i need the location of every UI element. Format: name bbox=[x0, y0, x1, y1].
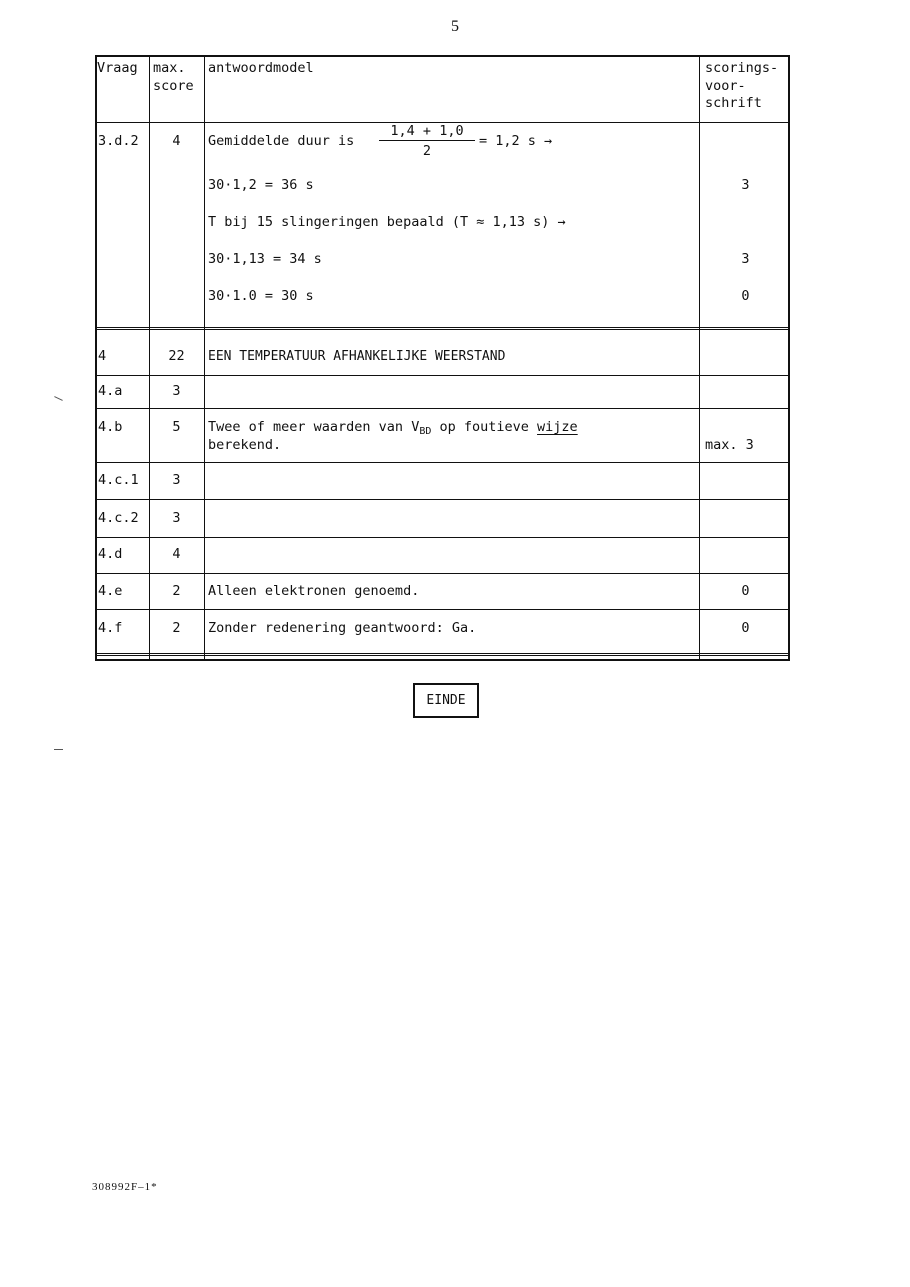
row-divider bbox=[97, 609, 788, 610]
score-4e: 0 bbox=[741, 583, 750, 599]
row-divider bbox=[97, 499, 788, 500]
answer-4e: Alleen elektronen genoemd. bbox=[208, 583, 420, 599]
answer-3d2-line3: T bij 15 slingeringen bepaald (T ≈ 1,13 s) → bbox=[208, 214, 566, 230]
vraag-4b: 4.b bbox=[98, 419, 123, 435]
answer-4f: Zonder redenering geantwoord: Ga. bbox=[208, 620, 477, 636]
fraction-numerator: 1,4 + 1,0 bbox=[390, 123, 464, 139]
vraag-4a: 4.a bbox=[98, 383, 123, 399]
score-4f: 0 bbox=[741, 620, 750, 636]
row-divider-double bbox=[97, 653, 788, 656]
scan-mark bbox=[54, 749, 63, 750]
answer-4b-line1 bbox=[208, 419, 578, 437]
fraction-denominator: 2 bbox=[422, 143, 432, 159]
vraag-4c2: 4.c.2 bbox=[98, 510, 139, 526]
answer-3d2-line1-suffix: = 1,2 s → bbox=[479, 133, 553, 149]
max-4c1: 3 bbox=[172, 472, 181, 488]
answer-3d2-line4: 30·1,13 = 34 s bbox=[208, 251, 322, 267]
header-antwoordmodel: antwoordmodel bbox=[208, 60, 314, 76]
max-4e: 2 bbox=[172, 583, 181, 599]
answer-4b-underlined: wijze bbox=[537, 419, 578, 435]
score-3d2-line4: 3 bbox=[741, 251, 750, 267]
vraag-4f: 4.f bbox=[98, 620, 123, 636]
answer-3d2-line2: 30·1,2 = 36 s bbox=[208, 177, 314, 193]
answer-4b-line2: berekend. bbox=[208, 437, 282, 453]
vraag-4e: 4.e bbox=[98, 583, 123, 599]
score-3d2-line5: 0 bbox=[741, 288, 750, 304]
max-4c2: 3 bbox=[172, 510, 181, 526]
max-4a: 3 bbox=[172, 383, 181, 399]
answer-4b-text-b: op foutieve bbox=[431, 419, 538, 435]
row-divider bbox=[97, 408, 788, 409]
header-scoring-line2: voor- bbox=[705, 78, 746, 94]
footer-code: 308992F–1* bbox=[92, 1181, 158, 1193]
header-scoring-line3: schrift bbox=[705, 95, 762, 111]
answer-4: EEN TEMPERATUUR AFHANKELIJKE WEERSTAND bbox=[208, 349, 506, 364]
answer-4b-subscript: BD bbox=[419, 426, 432, 437]
fraction-bar bbox=[379, 140, 475, 141]
max-3d2: 4 bbox=[172, 133, 181, 149]
vraag-4d: 4.d bbox=[98, 546, 123, 562]
row-divider bbox=[97, 573, 788, 574]
max-4b: 5 bbox=[172, 419, 181, 435]
answer-3d2-line5: 30·1.0 = 30 s bbox=[208, 288, 314, 304]
score-3d2-line2: 3 bbox=[741, 177, 750, 193]
einde-box: EINDE bbox=[413, 683, 479, 718]
header-vraag: Vraag bbox=[97, 60, 138, 76]
row-divider bbox=[97, 375, 788, 376]
scoring-table bbox=[95, 55, 790, 661]
header-max-line2: score bbox=[153, 78, 194, 94]
vraag-3d2: 3.d.2 bbox=[98, 133, 139, 149]
answer-4b-text-a: Twee of meer waarden van V bbox=[208, 419, 420, 435]
scan-mark bbox=[54, 396, 63, 401]
row-divider bbox=[97, 537, 788, 538]
max-4: 22 bbox=[168, 348, 185, 364]
row-divider-double bbox=[97, 327, 788, 330]
max-4f: 2 bbox=[172, 620, 181, 636]
column-divider bbox=[204, 57, 205, 659]
max-4d: 4 bbox=[172, 546, 181, 562]
answer-3d2-line1-prefix: Gemiddelde duur is bbox=[208, 133, 355, 149]
vraag-4c1: 4.c.1 bbox=[98, 472, 139, 488]
page-number: 5 bbox=[451, 18, 459, 35]
column-divider bbox=[699, 57, 700, 659]
score-4b: max. 3 bbox=[705, 437, 754, 453]
row-divider bbox=[97, 462, 788, 463]
vraag-4: 4 bbox=[98, 348, 107, 364]
header-max-line1: max. bbox=[153, 60, 186, 76]
header-scoring-line1: scorings- bbox=[705, 60, 779, 76]
